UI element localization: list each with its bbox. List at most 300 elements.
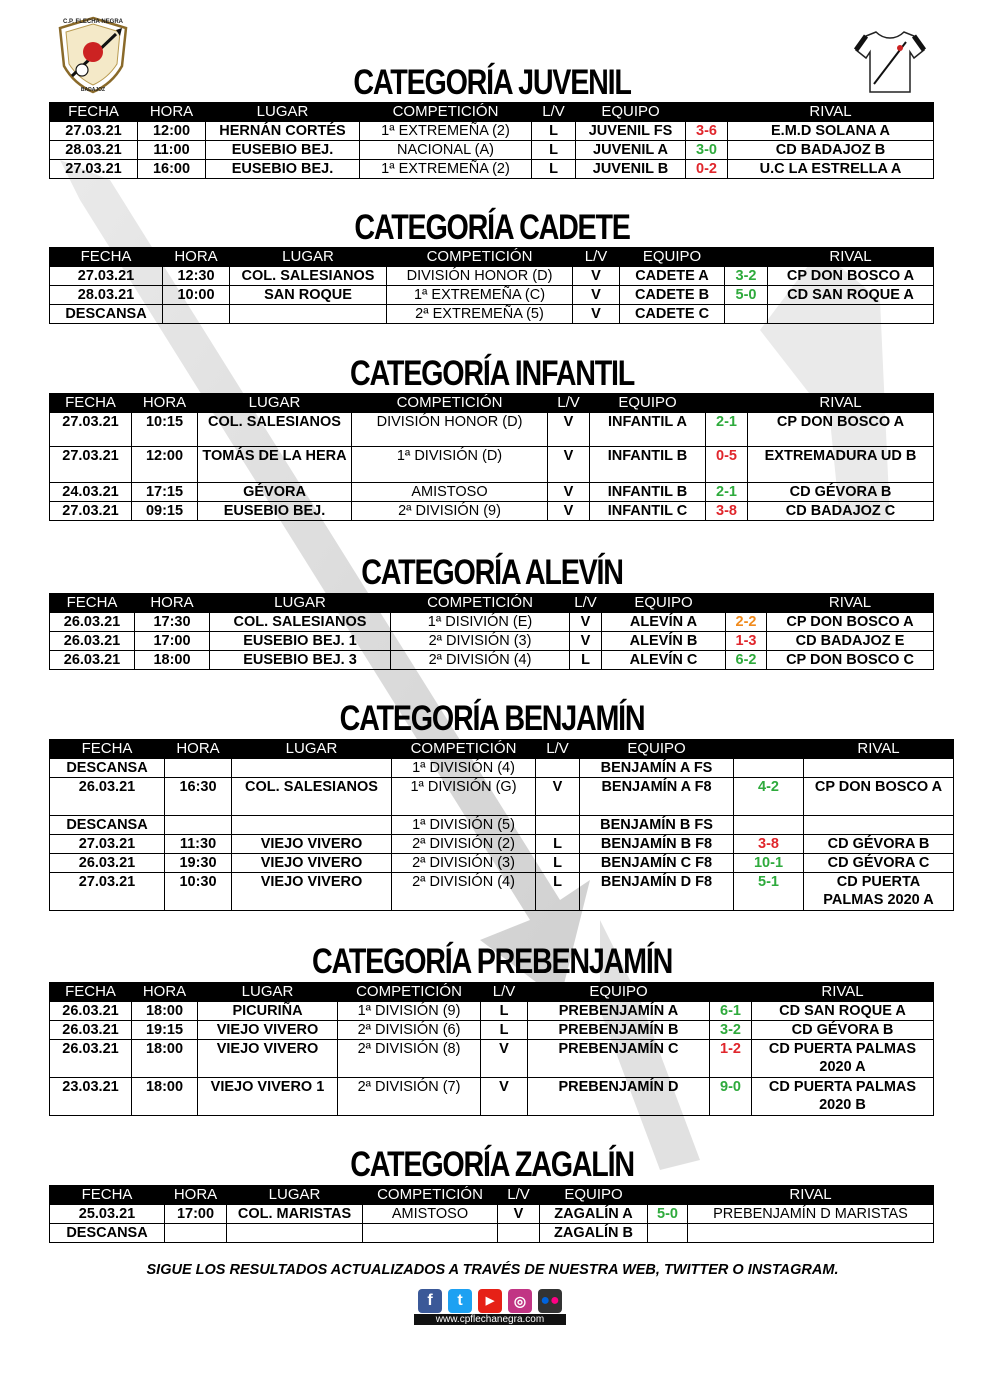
competicion-cell: 2ª DIVISIÓN (7) [338,1078,481,1116]
col-hora: HORA [132,982,198,1002]
hora-cell: 12:00 [132,447,198,483]
col-rival: RIVAL [804,739,954,759]
rival-cell: EXTREMADURA UD B [748,447,934,483]
fecha-cell: 27.03.21 [50,267,163,286]
rival-cell: CP DON BOSCO A [768,267,934,286]
lv-cell: L [532,122,576,141]
hora-cell: 18:00 [135,651,210,670]
infantil-table [49,393,934,521]
col-rival: RIVAL [728,102,934,122]
col-competicion: COMPETICIÓN [360,102,532,122]
col-rival: RIVAL [688,1185,934,1205]
cadete-title: CATEGORÍA CADETE [354,208,630,247]
lv-cell: V [536,778,580,816]
col-fecha: FECHA [50,739,165,759]
competicion-cell: 2ª EXTREMEÑA (5) [387,305,573,324]
lv-cell: L [532,160,576,179]
equipo-cell: JUVENIL A [576,141,686,160]
equipo-cell: CADETE C [620,305,725,324]
lv-cell: V [573,286,620,305]
col-lugar: LUGAR [198,982,338,1002]
fecha-cell: 27.03.21 [50,160,138,179]
table-header-row [50,102,934,122]
hora-cell: 10:00 [163,286,230,305]
lugar-cell: COL. SALESIANOS [210,613,391,632]
competicion-cell: 2ª DIVISIÓN (2) [392,835,536,854]
table-row [50,413,934,447]
equipo-cell: ZAGALÍN A [540,1205,648,1224]
lv-cell: L [536,835,580,854]
competicion-cell: 1ª EXTREMEÑA (2) [360,160,532,179]
resultado-cell [734,816,804,835]
table-row [50,305,934,324]
col-resultado [734,739,804,759]
instagram-icon[interactable]: ◎ [508,1289,532,1313]
table-row [50,1002,934,1021]
rival-cell [804,759,954,778]
rival-cell: CD GÉVORA B [748,483,934,502]
equipo-cell: INFANTIL B [590,483,706,502]
hora-cell [163,305,230,324]
resultado-cell: 3-2 [710,1021,752,1040]
fecha-cell: DESCANSA [50,759,165,778]
table-row [50,778,954,816]
fecha-cell: 27.03.21 [50,835,165,854]
hora-cell: 17:00 [165,1205,227,1224]
col-fecha: FECHA [50,593,135,613]
hora-cell: 12:00 [138,122,206,141]
competicion-cell: 2ª DIVISIÓN (4) [392,873,536,911]
hora-cell: 16:30 [165,778,232,816]
resultado-cell: 1-3 [726,632,767,651]
col-equipo: EQUIPO [528,982,710,1002]
lugar-cell: HERNÁN CORTÉS [206,122,360,141]
lugar-cell [232,759,392,778]
cadete-table [49,247,934,324]
competicion-cell: 1ª DISIVIÓN (E) [391,613,570,632]
competicion-cell: 1ª EXTREMEÑA (C) [387,286,573,305]
rival-cell: CD SAN ROQUE A [768,286,934,305]
lv-cell: V [548,483,590,502]
logo-club-text: C.P. FLECHA NEGRA [62,19,124,25]
equipo-cell: PREBENJAMÍN D [528,1078,710,1116]
rival-cell: U.C LA ESTRELLA A [728,160,934,179]
fecha-cell: 27.03.21 [50,413,132,447]
rival-cell [688,1224,934,1243]
col-fecha: FECHA [50,982,132,1002]
col-hora: HORA [163,247,230,267]
logo-city-text: BADAJOZ [80,87,106,93]
hora-cell: 19:30 [165,854,232,873]
fecha-cell: 23.03.21 [50,1078,132,1116]
lv-cell: V [498,1205,540,1224]
lugar-cell: EUSEBIO BEJ. [206,160,360,179]
table-row [50,632,934,651]
resultado-cell: 5-1 [734,873,804,911]
col-rival: RIVAL [767,593,934,613]
lugar-cell: TOMÁS DE LA HERA [198,447,352,483]
lugar-cell: VIEJO VIVERO [232,854,392,873]
table-row [50,759,954,778]
hora-cell: 18:00 [132,1002,198,1021]
lv-cell: V [548,502,590,521]
col-resultado [686,102,728,122]
fecha-cell: 28.03.21 [50,286,163,305]
hora-cell [165,816,232,835]
fecha-cell: 27.03.21 [50,502,132,521]
lugar-cell: PICURIÑA [198,1002,338,1021]
equipo-cell: JUVENIL B [576,160,686,179]
col-rival: RIVAL [748,393,934,413]
lv-cell [536,816,580,835]
resultado-cell: 5-0 [648,1205,688,1224]
resultado-cell: 0-2 [686,160,728,179]
col-fecha: FECHA [50,102,138,122]
equipo-cell: BENJAMÍN C F8 [580,854,734,873]
resultado-cell: 6-1 [710,1002,752,1021]
resultado-cell: 6-2 [726,651,767,670]
rival-cell [768,305,934,324]
lugar-cell: COL. SALESIANOS [232,778,392,816]
hora-cell: 17:00 [135,632,210,651]
col-competicion: COMPETICIÓN [338,982,481,1002]
table-row [50,141,934,160]
hora-cell: 10:15 [132,413,198,447]
lugar-cell: COL. MARISTAS [227,1205,363,1224]
prebenjamin-title: CATEGORÍA PREBENJAMÍN [312,942,673,981]
fecha-cell: DESCANSA [50,816,165,835]
competicion-cell: 1ª DIVISIÓN (G) [392,778,536,816]
table-row [50,483,934,502]
fecha-cell: 26.03.21 [50,632,135,651]
col-lugar: LUGAR [227,1185,363,1205]
lv-cell: L [536,873,580,911]
competicion-cell: AMISTOSO [363,1205,498,1224]
fecha-cell: 26.03.21 [50,1040,132,1078]
equipo-cell: BENJAMÍN B F8 [580,835,734,854]
lv-cell: V [573,305,620,324]
equipo-cell: INFANTIL C [590,502,706,521]
equipo-cell: ZAGALÍN B [540,1224,648,1243]
table-header-row [50,247,934,267]
lugar-cell: VIEJO VIVERO [198,1040,338,1078]
zagalin-table [49,1185,934,1243]
col-resultado [725,247,768,267]
rival-cell: CP DON BOSCO A [804,778,954,816]
table-row [50,873,954,911]
lv-cell: V [548,447,590,483]
lugar-cell: EUSEBIO BEJ. [206,141,360,160]
fecha-cell: 26.03.21 [50,613,135,632]
equipo-cell: ALEVÍN B [602,632,726,651]
col-lugar: LUGAR [198,393,352,413]
col-competicion: COMPETICIÓN [387,247,573,267]
lv-cell: L [481,1021,528,1040]
competicion-cell: 2ª DIVISIÓN (3) [391,632,570,651]
table-row [50,1224,934,1243]
resultado-cell: 2-1 [706,413,748,447]
table-row [50,286,934,305]
hora-cell: 19:15 [132,1021,198,1040]
competicion-cell: 1ª DIVISIÓN (D) [352,447,548,483]
lugar-cell: VIEJO VIVERO 1 [198,1078,338,1116]
table-row [50,613,934,632]
equipo-cell: INFANTIL A [590,413,706,447]
alevin-table [49,593,934,670]
prebenjamin-table [49,982,934,1116]
resultado-cell: 3-8 [734,835,804,854]
col-lv: L/V [548,393,590,413]
equipo-cell: ALEVÍN C [602,651,726,670]
table-row [50,122,934,141]
rival-cell: CD PUERTA PALMAS 2020 A [752,1040,934,1078]
col-lv: L/V [536,739,580,759]
resultado-cell: 0-5 [706,447,748,483]
col-resultado [710,982,752,1002]
fecha-cell: 26.03.21 [50,651,135,670]
equipo-cell: CADETE B [620,286,725,305]
col-equipo: EQUIPO [590,393,706,413]
rival-cell: CP DON BOSCO A [748,413,934,447]
resultado-cell: 5-0 [725,286,768,305]
equipo-cell: INFANTIL B [590,447,706,483]
juvenil-table [49,102,934,179]
fecha-cell: DESCANSA [50,305,163,324]
juvenil-title: CATEGORÍA JUVENIL [353,63,631,102]
fecha-cell: 27.03.21 [50,447,132,483]
table-row [50,816,954,835]
resultado-cell: 4-2 [734,778,804,816]
fecha-cell: 28.03.21 [50,141,138,160]
competicion-cell: NACIONAL (A) [360,141,532,160]
lv-cell: L [536,854,580,873]
col-equipo: EQUIPO [576,102,686,122]
competicion-cell: 2ª DIVISIÓN (4) [391,651,570,670]
competicion-cell: 1ª DIVISIÓN (5) [392,816,536,835]
fecha-cell: 26.03.21 [50,778,165,816]
hora-cell: 12:30 [163,267,230,286]
rival-cell: CD PUERTA PALMAS 2020 B [752,1078,934,1116]
table-row [50,1205,934,1224]
col-rival: RIVAL [752,982,934,1002]
col-equipo: EQUIPO [602,593,726,613]
equipo-cell: JUVENIL FS [576,122,686,141]
equipo-cell: PREBENJAMÍN A [528,1002,710,1021]
competicion-cell: AMISTOSO [352,483,548,502]
rival-cell: CP DON BOSCO C [767,651,934,670]
rival-cell: CD GÉVORA B [752,1021,934,1040]
hora-cell [165,1224,227,1243]
rival-cell: CD PUERTA PALMAS 2020 A [804,873,954,911]
lugar-cell: COL. SALESIANOS [198,413,352,447]
lugar-cell [227,1224,363,1243]
col-lugar: LUGAR [206,102,360,122]
lv-cell [536,759,580,778]
lugar-cell [230,305,387,324]
flickr-icon[interactable]: ●● [538,1289,562,1313]
table-row [50,1040,934,1078]
col-hora: HORA [165,739,232,759]
table-header-row [50,739,954,759]
lugar-cell: VIEJO VIVERO [232,835,392,854]
col-lugar: LUGAR [232,739,392,759]
benjamin-table [49,739,954,911]
lv-cell: V [481,1078,528,1116]
competicion-cell: 2ª DIVISIÓN (8) [338,1040,481,1078]
rival-cell: E.M.D SOLANA A [728,122,934,141]
lv-cell: V [481,1040,528,1078]
zagalin-title: CATEGORÍA ZAGALÍN [350,1145,634,1184]
table-row [50,267,934,286]
equipo-cell: ALEVÍN A [602,613,726,632]
competicion-cell: 2ª DIVISIÓN (6) [338,1021,481,1040]
equipo-cell: PREBENJAMÍN B [528,1021,710,1040]
hora-cell: 17:30 [135,613,210,632]
resultado-cell: 3-8 [706,502,748,521]
lv-cell: L [532,141,576,160]
fecha-cell: DESCANSA [50,1224,165,1243]
table-row [50,854,954,873]
table-row [50,651,934,670]
resultado-cell: 1-2 [710,1040,752,1078]
hora-cell: 18:00 [132,1040,198,1078]
competicion-cell: 2ª DIVISIÓN (3) [392,854,536,873]
lv-cell: L [481,1002,528,1021]
col-lv: L/V [481,982,528,1002]
col-hora: HORA [165,1185,227,1205]
table-row [50,160,934,179]
equipo-cell: BENJAMÍN A F8 [580,778,734,816]
fecha-cell: 24.03.21 [50,483,132,502]
col-lugar: LUGAR [210,593,391,613]
lv-cell: L [570,651,602,670]
hora-cell: 16:00 [138,160,206,179]
lugar-cell: SAN ROQUE [230,286,387,305]
rival-cell: CD BADAJOZ B [728,141,934,160]
resultado-cell: 2-2 [726,613,767,632]
table-header-row [50,1185,934,1205]
col-fecha: FECHA [50,393,132,413]
col-hora: HORA [135,593,210,613]
fecha-cell: 27.03.21 [50,873,165,911]
col-rival: RIVAL [768,247,934,267]
col-lv: L/V [498,1185,540,1205]
hora-cell [165,759,232,778]
resultado-cell: 10-1 [734,854,804,873]
col-competicion: COMPETICIÓN [363,1185,498,1205]
competicion-cell: 1ª DIVISIÓN (4) [392,759,536,778]
equipo-cell: BENJAMÍN D F8 [580,873,734,911]
footer-follow-text: SIGUE LOS RESULTADOS ACTUALIZADOS A TRAVÉS DE NUESTRA WEB, TWITTER O INSTAGRAM. [146,1262,839,1278]
fecha-cell: 26.03.21 [50,1002,132,1021]
equipo-cell: BENJAMÍN B FS [580,816,734,835]
resultado-cell: 9-0 [710,1078,752,1116]
lv-cell: V [548,413,590,447]
col-resultado [726,593,767,613]
hora-cell: 10:30 [165,873,232,911]
col-equipo: EQUIPO [540,1185,648,1205]
rival-cell: CD BADAJOZ C [748,502,934,521]
fecha-cell: 26.03.21 [50,1021,132,1040]
lugar-cell [232,816,392,835]
infantil-title: CATEGORÍA INFANTIL [350,354,635,393]
lugar-cell: EUSEBIO BEJ. [198,502,352,521]
col-lugar: LUGAR [230,247,387,267]
lv-cell [498,1224,540,1243]
col-competicion: COMPETICIÓN [392,739,536,759]
col-lv: L/V [570,593,602,613]
col-lv: L/V [573,247,620,267]
hora-cell: 11:00 [138,141,206,160]
col-resultado [648,1185,688,1205]
rival-cell: CD GÉVORA B [804,835,954,854]
resultado-cell [725,305,768,324]
hora-cell: 18:00 [132,1078,198,1116]
social-links-banner [414,1287,566,1325]
competicion-cell: DIVISIÓN HONOR (D) [387,267,573,286]
resultado-cell [648,1224,688,1243]
youtube-icon[interactable]: ▶ [478,1289,502,1313]
lugar-cell: COL. SALESIANOS [230,267,387,286]
col-equipo: EQUIPO [580,739,734,759]
col-lv: L/V [532,102,576,122]
fecha-cell: 27.03.21 [50,122,138,141]
resultado-cell: 3-0 [686,141,728,160]
col-competicion: COMPETICIÓN [352,393,548,413]
table-header-row [50,982,934,1002]
table-row [50,835,954,854]
hora-cell: 17:15 [132,483,198,502]
competicion-cell: 1ª DIVISIÓN (9) [338,1002,481,1021]
lugar-cell: VIEJO VIVERO [198,1021,338,1040]
col-fecha: FECHA [50,1185,165,1205]
website-link[interactable]: www.cpflechanegra.com [414,1314,566,1325]
rival-cell: PREBENJAMÍN D MARISTAS [688,1205,934,1224]
rival-cell: CD SAN ROQUE A [752,1002,934,1021]
col-competicion: COMPETICIÓN [391,593,570,613]
table-row [50,502,934,521]
fecha-cell: 25.03.21 [50,1205,165,1224]
twitter-icon[interactable]: t [448,1289,472,1313]
hora-cell: 09:15 [132,502,198,521]
table-header-row [50,593,934,613]
resultado-cell [734,759,804,778]
col-hora: HORA [138,102,206,122]
facebook-icon[interactable]: f [418,1289,442,1313]
lv-cell: V [573,267,620,286]
table-row [50,1021,934,1040]
competicion-cell [363,1224,498,1243]
col-fecha: FECHA [50,247,163,267]
rival-cell [804,816,954,835]
resultado-cell: 3-2 [725,267,768,286]
lugar-cell: VIEJO VIVERO [232,873,392,911]
fecha-cell: 26.03.21 [50,854,165,873]
hora-cell: 11:30 [165,835,232,854]
resultado-cell: 3-6 [686,122,728,141]
rival-cell: CP DON BOSCO A [767,613,934,632]
table-row [50,447,934,483]
lugar-cell: GÉVORA [198,483,352,502]
lv-cell: V [570,632,602,651]
competicion-cell: 2ª DIVISIÓN (9) [352,502,548,521]
rival-cell: CD BADAJOZ E [767,632,934,651]
lv-cell: V [570,613,602,632]
col-hora: HORA [132,393,198,413]
benjamin-title: CATEGORÍA BENJAMÍN [339,699,645,738]
table-header-row [50,393,934,413]
table-row [50,1078,934,1116]
